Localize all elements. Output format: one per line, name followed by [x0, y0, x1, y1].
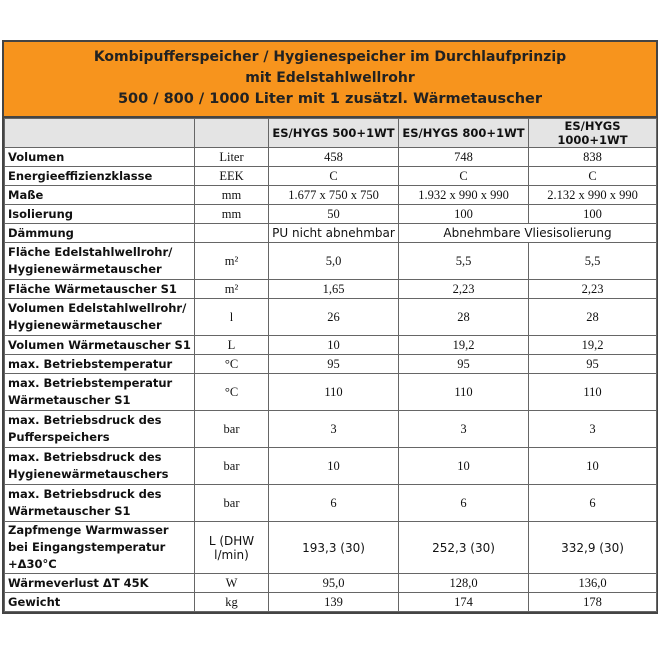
value-cell-500: 95,0 [269, 574, 399, 593]
table-row [5, 593, 657, 612]
header-cell-model-1000: ES/HYGS 1000+1WT [529, 119, 657, 148]
value-cell-500: 5,0 [269, 243, 399, 280]
row-unit: °C [195, 355, 269, 374]
value-cell-1000: 332,9 (30) [529, 522, 657, 574]
table-row [5, 522, 657, 574]
value-cell-800: 252,3 (30) [399, 522, 529, 574]
value-cell-500: 10 [269, 448, 399, 485]
row-unit: mm [195, 186, 269, 205]
table-row [5, 148, 657, 167]
table-row [5, 167, 657, 186]
value-cell-800: 28 [399, 299, 529, 336]
row-label: max. Betriebsdruck des Pufferspeichers [5, 411, 195, 448]
value-cell-500: 458 [269, 148, 399, 167]
value-cell-800: 1.932 x 990 x 990 [399, 186, 529, 205]
row-label: max. Betriebstemperatur Wärmetauscher S1 [5, 374, 195, 411]
value-cell-1000: 110 [529, 374, 657, 411]
row-label: Volumen [5, 148, 195, 167]
value-cell-500: C [269, 167, 399, 186]
row-unit: m² [195, 243, 269, 280]
row-unit: bar [195, 485, 269, 522]
value-cell-500: 139 [269, 593, 399, 612]
row-unit: W [195, 574, 269, 593]
title-line-3: 500 / 800 / 1000 Liter mit 1 zusätzl. Wärmetauscher [117, 91, 543, 107]
row-label: Zapfmenge Warmwasser bei Eingangstemperatur +Δ30°C [5, 522, 195, 574]
row-label: Energieeffizienzklasse [5, 167, 195, 186]
value-cell-800: 5,5 [399, 243, 529, 280]
value-cell-1000: 838 [529, 148, 657, 167]
row-label: max. Betriebsdruck des Wärmetauscher S1 [5, 485, 195, 522]
value-cell-800: 100 [399, 205, 529, 224]
value-cell-800: 174 [399, 593, 529, 612]
table-row [5, 336, 657, 355]
table-row [5, 485, 657, 522]
value-cell-1000: 100 [529, 205, 657, 224]
row-unit: l [195, 299, 269, 336]
row-unit: EEK [195, 167, 269, 186]
spec-table [4, 118, 657, 612]
value-cell-800-1000-merged: Abnehmbare Vliesisolierung [399, 224, 657, 243]
table-row [5, 243, 657, 280]
value-cell-1000: 2,23 [529, 280, 657, 299]
value-cell-800: 19,2 [399, 336, 529, 355]
title-line-1: Kombipufferspeicher / Hygienespeicher im Durchlaufprinzip [93, 49, 567, 65]
value-cell-1000: C [529, 167, 657, 186]
value-cell-500: 26 [269, 299, 399, 336]
header-row [5, 119, 657, 148]
table-row [5, 205, 657, 224]
row-label: Fläche Edelstahlwellrohr/ Hygienewärmetauscher [5, 243, 195, 280]
row-label: max. Betriebsdruck des Hygienewärmetauschers [5, 448, 195, 485]
table-row [5, 224, 657, 243]
value-cell-800: 3 [399, 411, 529, 448]
value-cell-800: 748 [399, 148, 529, 167]
value-cell-500: 3 [269, 411, 399, 448]
row-label: Volumen Wärmetauscher S1 [5, 336, 195, 355]
value-cell-500: 1,65 [269, 280, 399, 299]
row-unit: L [195, 336, 269, 355]
row-label: max. Betriebstemperatur [5, 355, 195, 374]
value-cell-1000: 10 [529, 448, 657, 485]
table-row [5, 299, 657, 336]
table-row [5, 411, 657, 448]
value-cell-800: C [399, 167, 529, 186]
value-cell-1000: 19,2 [529, 336, 657, 355]
value-cell-500: 50 [269, 205, 399, 224]
row-label: Wärmeverlust ΔT 45K [5, 574, 195, 593]
header-cell-model-500: ES/HYGS 500+1WT [269, 119, 399, 148]
header-cell-model-800: ES/HYGS 800+1WT [399, 119, 529, 148]
value-cell-800: 6 [399, 485, 529, 522]
value-cell-1000: 136,0 [529, 574, 657, 593]
table-row [5, 574, 657, 593]
row-unit: mm [195, 205, 269, 224]
row-label: Isolierung [5, 205, 195, 224]
value-cell-500: 1.677 x 750 x 750 [269, 186, 399, 205]
value-cell-1000: 5,5 [529, 243, 657, 280]
sheet-title [4, 42, 656, 118]
value-cell-1000: 2.132 x 990 x 990 [529, 186, 657, 205]
row-unit: °C [195, 374, 269, 411]
row-label: Fläche Wärmetauscher S1 [5, 280, 195, 299]
table-row [5, 374, 657, 411]
value-cell-800: 95 [399, 355, 529, 374]
value-cell-800: 2,23 [399, 280, 529, 299]
value-cell-800: 128,0 [399, 574, 529, 593]
value-cell-1000: 6 [529, 485, 657, 522]
row-unit: L (DHW l/min) [195, 522, 269, 574]
value-cell-500: 110 [269, 374, 399, 411]
value-cell-1000: 95 [529, 355, 657, 374]
table-row [5, 186, 657, 205]
value-cell-500: 6 [269, 485, 399, 522]
value-cell-800: 10 [399, 448, 529, 485]
spec-sheet [2, 40, 658, 614]
row-unit [195, 224, 269, 243]
value-cell-500: 95 [269, 355, 399, 374]
value-cell-500: PU nicht abnehmbar [269, 224, 399, 243]
value-cell-1000: 28 [529, 299, 657, 336]
table-row [5, 355, 657, 374]
value-cell-500: 10 [269, 336, 399, 355]
row-label: Maße [5, 186, 195, 205]
value-cell-800: 110 [399, 374, 529, 411]
row-label: Dämmung [5, 224, 195, 243]
row-label: Gewicht [5, 593, 195, 612]
row-unit: kg [195, 593, 269, 612]
value-cell-500: 193,3 (30) [269, 522, 399, 574]
title-line-2: mit Edelstahlwellrohr [245, 70, 415, 86]
table-row [5, 280, 657, 299]
row-unit: bar [195, 448, 269, 485]
table-row [5, 448, 657, 485]
header-cell-label [5, 119, 195, 148]
row-unit: Liter [195, 148, 269, 167]
header-cell-unit [195, 119, 269, 148]
value-cell-1000: 178 [529, 593, 657, 612]
row-unit: m² [195, 280, 269, 299]
row-label: Volumen Edelstahlwellrohr/ Hygienewärmetauscher [5, 299, 195, 336]
value-cell-1000: 3 [529, 411, 657, 448]
row-unit: bar [195, 411, 269, 448]
